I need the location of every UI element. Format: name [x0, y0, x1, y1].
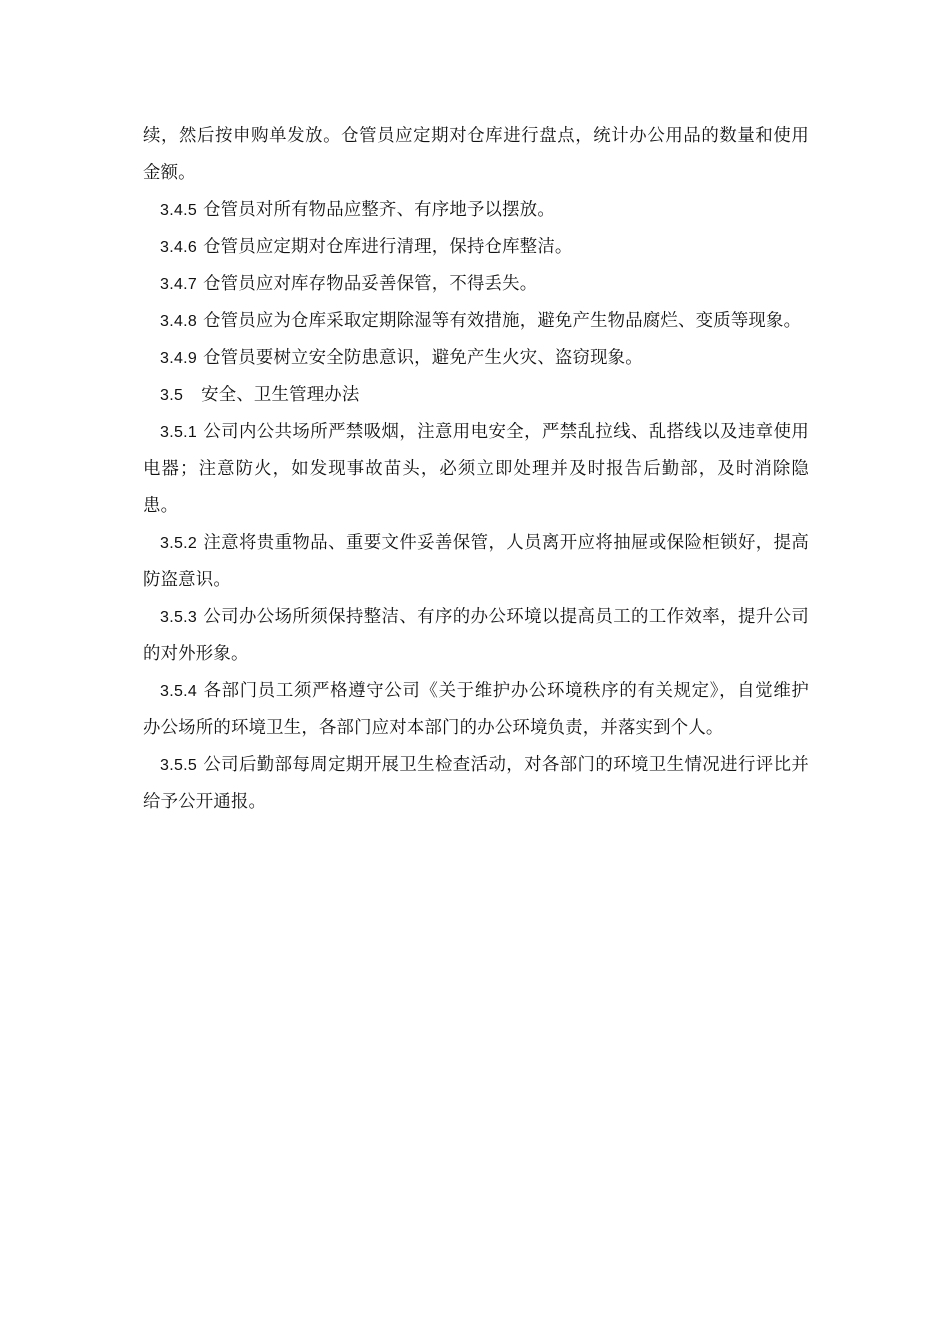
- paragraph-3-4-5: [143, 192, 809, 229]
- clause-number: 3.5.4: [160, 683, 198, 700]
- paragraph-text: 注意将贵重物品、重要文件妥善保管，人员离开应将抽屉或保险柜锁好，提高防盗意识。: [143, 533, 809, 590]
- clause-number: 3.5.3: [160, 609, 198, 626]
- clause-number: 3.4.5: [160, 202, 198, 219]
- paragraph-text: 仓管员要树立安全防患意识，避免产生火灾、盗窃现象。: [203, 348, 643, 368]
- clause-number: 3.5.2: [160, 535, 198, 552]
- clause-number: 3.5.5: [160, 757, 198, 774]
- paragraph-3-5-1: [143, 414, 809, 525]
- paragraph-text: 仓管员应定期对仓库进行清理，保持仓库整洁。: [203, 237, 573, 257]
- paragraph-3-4-9: [143, 340, 809, 377]
- paragraph-continuation: [143, 118, 809, 192]
- paragraph-3-5-5: [143, 747, 809, 821]
- clause-number: 3.4.9: [160, 350, 198, 367]
- paragraph-3-4-6: [143, 229, 809, 266]
- paragraph-3-4-7: [143, 266, 809, 303]
- paragraph-3-5-2: [143, 525, 809, 599]
- clause-number: 3.5.1: [160, 424, 198, 441]
- section-heading-3-5: [143, 377, 809, 414]
- paragraph-3-5-4: [143, 673, 809, 747]
- clause-number: 3.4.6: [160, 239, 198, 256]
- section-title: 安全、卫生管理办法: [201, 385, 360, 405]
- document-body: [143, 118, 809, 821]
- paragraph-text: 公司后勤部每周定期开展卫生检查活动，对各部门的环境卫生情况进行评比并给予公开通报。: [143, 755, 809, 812]
- paragraph-text: 公司办公场所须保持整洁、有序的办公环境以提高员工的工作效率，提升公司的对外形象。: [143, 607, 809, 664]
- paragraph-text: 仓管员应为仓库采取定期除湿等有效措施，避免产生物品腐烂、变质等现象。: [203, 311, 802, 331]
- clause-number: 3.4.7: [160, 276, 198, 293]
- paragraph-text: 仓管员对所有物品应整齐、有序地予以摆放。: [203, 200, 555, 220]
- clause-number: 3.4.8: [160, 313, 198, 330]
- paragraph-3-5-3: [143, 599, 809, 673]
- paragraph-3-4-8: [143, 303, 809, 340]
- section-number: 3.5: [160, 387, 184, 404]
- paragraph-text: 各部门员工须严格遵守公司《关于维护办公环境秩序的有关规定》，自觉维护办公场所的环境卫生，各部门应对本部门的办公环境负责，并落实到个人。: [143, 681, 809, 738]
- paragraph-text: 公司内公共场所严禁吸烟，注意用电安全，严禁乱拉线、乱搭线以及违章使用电器；注意防火，如发现事故苗头，必须立即处理并及时报告后勤部，及时消除隐患。: [143, 422, 809, 516]
- paragraph-text: 仓管员应对库存物品妥善保管，不得丢失。: [203, 274, 538, 294]
- paragraph-text: 续，然后按申购单发放。仓管员应定期对仓库进行盘点，统计办公用品的数量和使用金额。: [143, 126, 809, 183]
